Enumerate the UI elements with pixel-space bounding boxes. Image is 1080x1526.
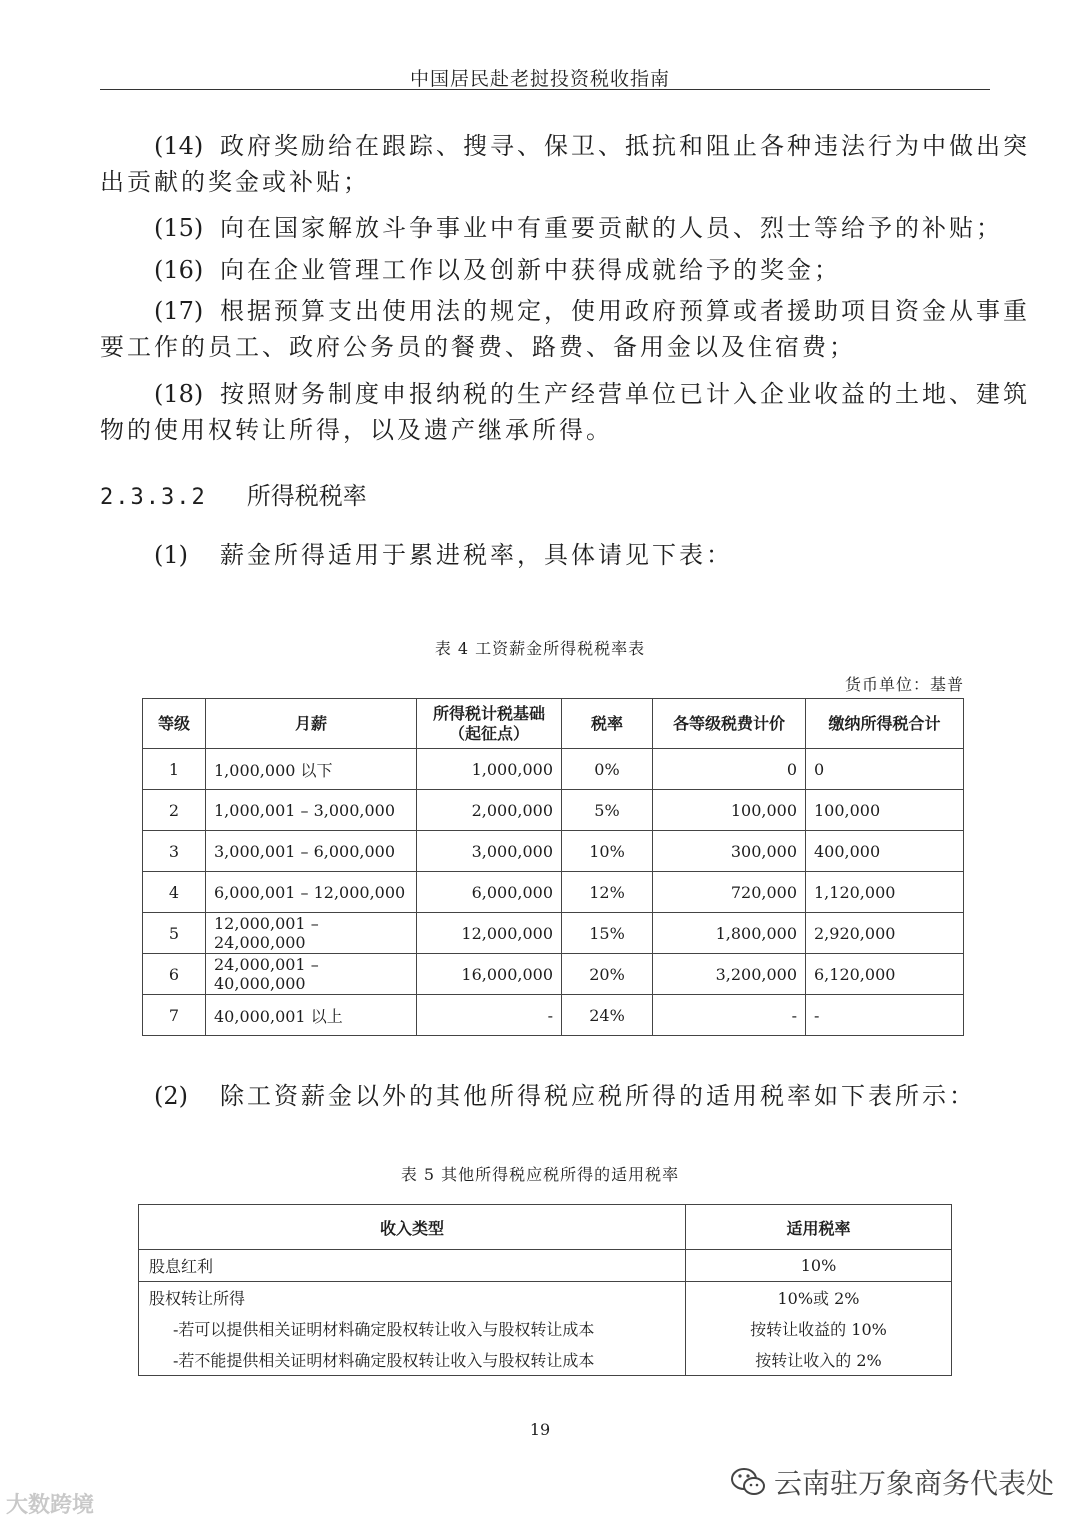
section-title: 所得税税率 <box>246 482 367 510</box>
header-rule <box>100 89 990 90</box>
tax-base-cell: 2,000,000 <box>417 790 562 831</box>
item-number: (1) <box>154 541 188 569</box>
table-4-caption: 表 4 工资薪金所得税税率表 <box>434 639 646 658</box>
monthly-salary-cell: 24,000,001 – 40,000,000 <box>206 954 417 995</box>
cumulative-tax-cell: 6,120,000 <box>806 954 964 995</box>
paragraph-text: 物的使用权转让所得，以及遗产继承所得。 <box>100 416 613 444</box>
item-number: (15) <box>154 214 204 242</box>
col-header-applicable-rate: 适用税率 <box>686 1205 952 1250</box>
monthly-salary-cell: 12,000,001 – 24,000,000 <box>206 913 417 954</box>
col-header-tax: 各等级税费计价 <box>653 699 806 749</box>
applicable-rate: 10%或 2% <box>686 1282 952 1314</box>
wechat-icon <box>730 1467 766 1497</box>
item-number: (2) <box>154 1082 188 1110</box>
paragraph-text: 按照财务制度申报纳税的生产经营单位已计入企业收益的土地、建筑 <box>220 380 1030 408</box>
cumulative-tax-cell: - <box>806 995 964 1036</box>
paragraph-text: 除工资薪金以外的其他所得税应税所得的适用税率如下表所示： <box>220 1082 976 1110</box>
item-number: (16) <box>154 256 204 284</box>
income-type: 股息红利 <box>139 1250 686 1282</box>
paragraph-text: 政府奖励给在跟踪、搜寻、保卫、抵抗和阻止各种违法行为中做出突 <box>220 132 1030 160</box>
monthly-salary-cell: 40,000,001 以上 <box>206 995 417 1036</box>
grade-cell: 6 <box>143 954 206 995</box>
paragraph-14 <box>100 128 1030 200</box>
section-heading <box>100 478 367 516</box>
paragraph-text: 要工作的员工、政府公务员的餐费、路费、备用金以及住宿费； <box>100 333 856 361</box>
table-5-caption: 表 5 其他所得税应税所得的适用税率 <box>400 1165 680 1184</box>
table-row <box>143 831 964 872</box>
watermark-right-text: 云南驻万象商务代表处 <box>774 1467 1055 1500</box>
bracket-tax-cell: 1,800,000 <box>653 913 806 954</box>
tax-rate-cell: 15% <box>562 913 653 954</box>
tax-base-cell: 12,000,000 <box>417 913 562 954</box>
table-row <box>143 913 964 954</box>
paragraph-17 <box>100 293 1030 365</box>
monthly-salary-cell: 6,000,001 – 12,000,000 <box>206 872 417 913</box>
table-row <box>143 872 964 913</box>
grade-cell: 1 <box>143 749 206 790</box>
tax-rate-cell: 20% <box>562 954 653 995</box>
page-number: 19 <box>529 1420 551 1439</box>
paragraph-18 <box>100 376 1030 448</box>
tax-rate-cell: 10% <box>562 831 653 872</box>
grade-cell: 2 <box>143 790 206 831</box>
col-header-base: 所得税计税基础（起征点） <box>417 699 562 749</box>
applicable-rate: 按转让收入的 2% <box>686 1344 952 1376</box>
item-number: (17) <box>154 297 204 325</box>
table-row <box>143 790 964 831</box>
bracket-tax-cell: 0 <box>653 749 806 790</box>
bracket-tax-cell: 720,000 <box>653 872 806 913</box>
cumulative-tax-cell: 1,120,000 <box>806 872 964 913</box>
watermark-left-text: 大数跨境 <box>6 1493 95 1518</box>
col-header-income-type: 收入类型 <box>139 1205 686 1250</box>
applicable-rate: 10% <box>686 1250 952 1282</box>
bracket-tax-cell: - <box>653 995 806 1036</box>
item-1 <box>100 537 990 573</box>
table-row <box>139 1344 952 1376</box>
paragraph-15 <box>100 210 1003 246</box>
monthly-salary-cell: 1,000,001 – 3,000,000 <box>206 790 417 831</box>
running-header: 中国居民赴老挝投资税收指南 <box>409 68 670 90</box>
paragraph-text: 薪金所得适用于累进税率，具体请见下表： <box>220 541 733 569</box>
col-header-total: 缴纳所得税合计 <box>806 699 964 749</box>
paragraph-text: 根据预算支出使用法的规定，使用政府预算或者援助项目资金从事重 <box>220 297 1030 325</box>
paragraph-text: 向在企业管理工作以及创新中获得成就给予的奖金； <box>220 256 841 284</box>
applicable-rate: 按转让收益的 10% <box>686 1313 952 1344</box>
table-row <box>139 1250 952 1282</box>
tax-rate-cell: 0% <box>562 749 653 790</box>
table-row <box>139 1282 952 1314</box>
grade-cell: 4 <box>143 872 206 913</box>
tax-base-cell: - <box>417 995 562 1036</box>
paragraph-text: 向在国家解放斗争事业中有重要贡献的人员、烈士等给予的补贴； <box>220 214 1003 242</box>
bracket-tax-cell: 3,200,000 <box>653 954 806 995</box>
cumulative-tax-cell: 400,000 <box>806 831 964 872</box>
col-header-salary: 月薪 <box>206 699 417 749</box>
watermark-left <box>6 1488 94 1519</box>
table-header-row <box>139 1205 952 1250</box>
tax-base-cell: 16,000,000 <box>417 954 562 995</box>
col-header-rate: 税率 <box>562 699 653 749</box>
income-type: -若可以提供相关证明材料确定股权转让收入与股权转让成本 <box>139 1313 686 1344</box>
paragraph-16 <box>100 252 990 288</box>
bracket-tax-cell: 300,000 <box>653 831 806 872</box>
item-number: (18) <box>154 380 204 408</box>
tax-base-cell: 1,000,000 <box>417 749 562 790</box>
item-2 <box>100 1078 990 1114</box>
paragraph-text: 出贡献的奖金或补贴； <box>100 168 370 196</box>
table-row <box>143 749 964 790</box>
section-number: 2.3.3.2 <box>100 485 207 510</box>
col-header-grade: 等级 <box>143 699 206 749</box>
tax-base-cell: 3,000,000 <box>417 831 562 872</box>
monthly-salary-cell: 3,000,001 – 6,000,000 <box>206 831 417 872</box>
grade-cell: 5 <box>143 913 206 954</box>
tax-rate-cell: 24% <box>562 995 653 1036</box>
cumulative-tax-cell: 0 <box>806 749 964 790</box>
table-row <box>143 954 964 995</box>
income-type: -若不能提供相关证明材料确定股权转让收入与股权转让成本 <box>139 1344 686 1376</box>
grade-cell: 7 <box>143 995 206 1036</box>
table-header-row <box>143 699 964 749</box>
bracket-tax-cell: 100,000 <box>653 790 806 831</box>
tax-base-cell: 6,000,000 <box>417 872 562 913</box>
tax-rate-cell: 5% <box>562 790 653 831</box>
item-number: (14) <box>154 132 204 160</box>
cumulative-tax-cell: 100,000 <box>806 790 964 831</box>
currency-unit: 货币单位：基普 <box>844 675 964 694</box>
cumulative-tax-cell: 2,920,000 <box>806 913 964 954</box>
income-type: 股权转让所得 <box>139 1282 686 1314</box>
other-income-rate-table <box>138 1204 952 1376</box>
tax-rate-cell: 12% <box>562 872 653 913</box>
salary-tax-rate-table <box>142 698 964 1036</box>
grade-cell: 3 <box>143 831 206 872</box>
watermark-right <box>730 1462 1054 1502</box>
table-row <box>143 995 964 1036</box>
table-row <box>139 1313 952 1344</box>
monthly-salary-cell: 1,000,000 以下 <box>206 749 417 790</box>
